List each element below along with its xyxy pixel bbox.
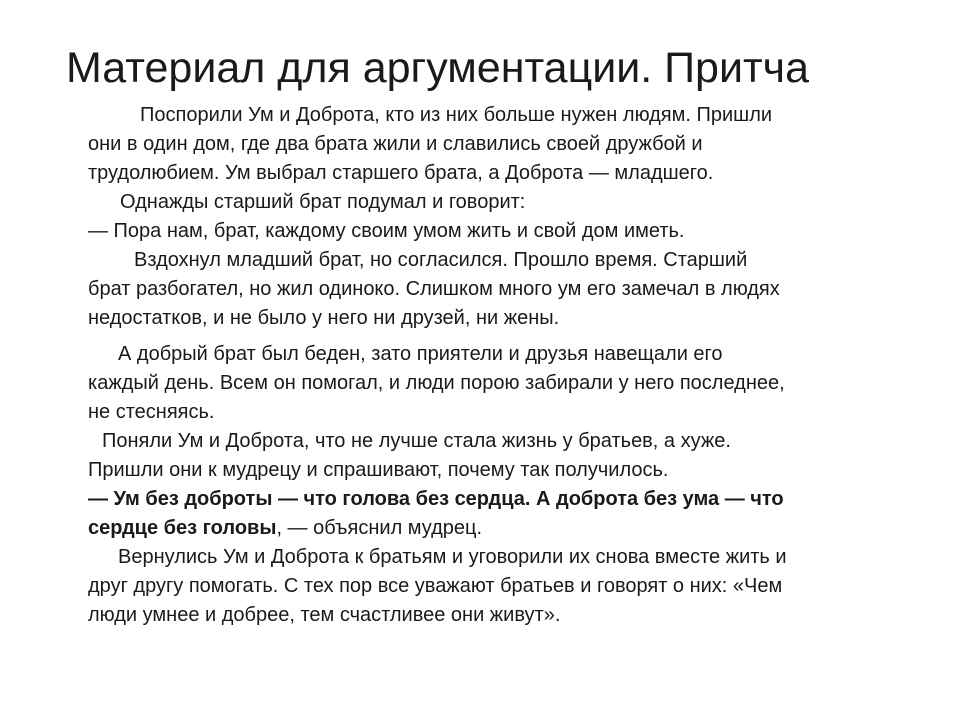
parable-line: не стесняясь.: [88, 401, 215, 423]
parable-line: Вздохнул младший брат, но согласился. Прошло время. Старший: [134, 249, 748, 271]
parable-line: люди умнее и добрее, тем счастливее они живут».: [88, 604, 561, 626]
sage-quote-bold: — Ум без доброты — что голова без сердца. А доброта без ума — что: [88, 488, 784, 510]
parable-line: [88, 485, 928, 514]
parable-line: Вернулись Ум и Доброта к братьям и уговорили их снова вместе жить и: [118, 546, 787, 568]
parable-line: [88, 514, 928, 543]
parable-line: Поспорили Ум и Доброта, кто из них больше нужен людям. Пришли: [140, 104, 773, 126]
parable-line: друг другу помогать. С тех пор все уважают братьев и говорят о них: «Чем: [88, 575, 783, 597]
parable-line: Однажды старший брат подумал и говорит:: [120, 191, 526, 213]
parable-line: брат разбогател, но жил одиноко. Слишком много ум его замечал в людях: [88, 278, 780, 300]
parable-line: каждый день. Всем он помогал, и люди порою забирали у него последнее,: [88, 372, 785, 394]
parable-line: они в один дом, где два брата жили и славились своей дружбой и: [88, 133, 703, 155]
parable-line: — Пора нам, брат, каждому своим умом жить и свой дом иметь.: [88, 220, 685, 242]
sage-quote-bold: сердце без головы: [88, 517, 277, 539]
sage-attribution: , — объяснил мудрец.: [276, 517, 483, 539]
parable-text: [88, 101, 928, 630]
parable-line: А добрый брат был беден, зато приятели и друзья навещали его: [118, 343, 723, 365]
parable-line: Пришли они к мудрецу и спрашивают, почему так получилось.: [88, 459, 669, 481]
slide-title: Материал для аргументации. Притча: [66, 44, 809, 92]
parable-line: трудолюбием. Ум выбрал старшего брата, а Доброта — младшего.: [88, 162, 714, 184]
parable-line: недостатков, и не было у него ни друзей, ни жены.: [88, 307, 560, 329]
parable-line: Поняли Ум и Доброта, что не лучше стала жизнь у братьев, а хуже.: [102, 430, 731, 452]
